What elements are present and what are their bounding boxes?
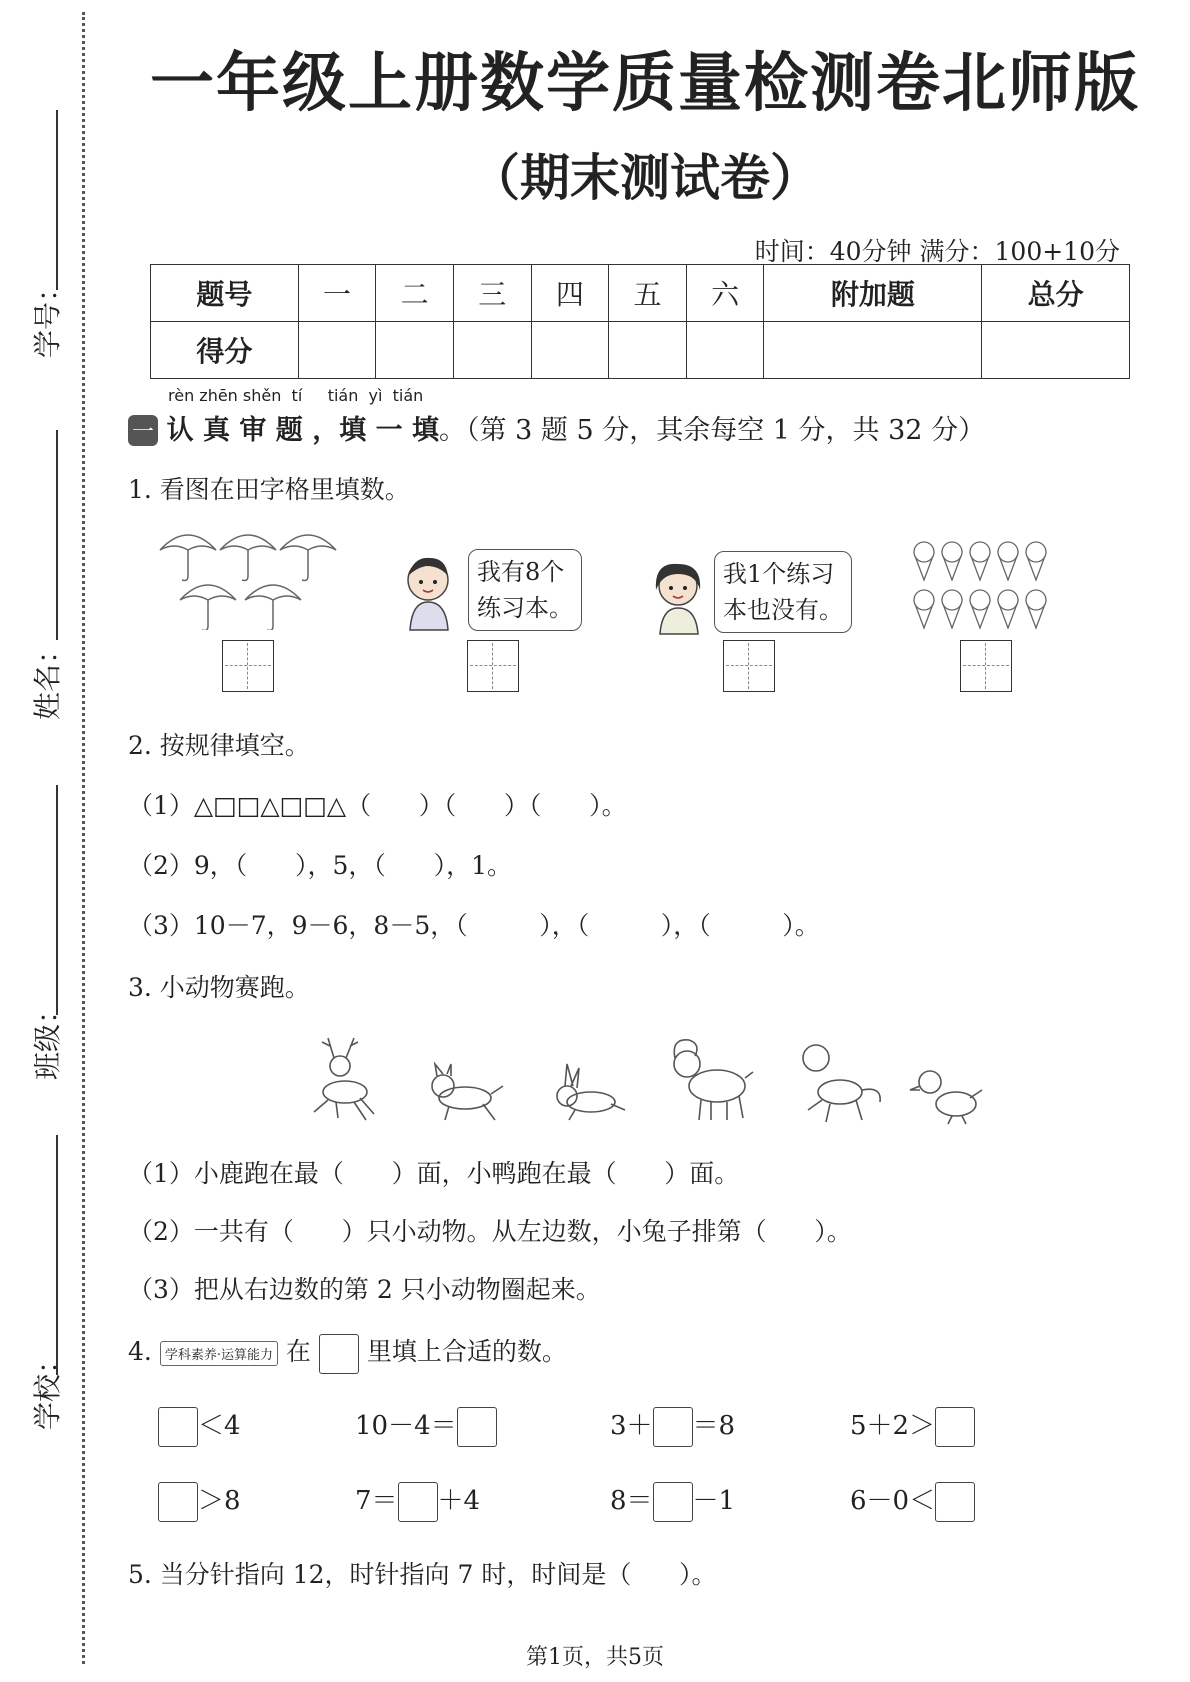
q4-item xyxy=(850,1405,975,1447)
q4-item xyxy=(610,1405,735,1447)
score-value-row xyxy=(151,322,1130,379)
section-pinyin: rèn zhēn shěn tí tián yì tián xyxy=(168,386,424,405)
animal-race-row xyxy=(300,1030,1020,1130)
answer-box[interactable] xyxy=(398,1482,438,1522)
q4-item-pre: 6－0＜ xyxy=(850,1486,936,1516)
score-header-cell: 四 xyxy=(531,265,609,322)
q4-number: 4. xyxy=(128,1337,152,1366)
q4-item xyxy=(158,1480,241,1522)
answer-box[interactable] xyxy=(158,1407,198,1447)
q5-text: 5. 当分针指向 12，时针指向 7 时，时间是（ ）。 xyxy=(128,1560,717,1589)
q4-item-post: ＋4 xyxy=(437,1486,481,1516)
score-cell[interactable] xyxy=(764,322,982,379)
dog-icon xyxy=(432,1064,503,1120)
answer-box[interactable] xyxy=(935,1407,975,1447)
q3-line3: （3）把从右边数的第 2 只小动物圈起来。 xyxy=(128,1275,601,1304)
score-header-cell: 二 xyxy=(376,265,454,322)
bubble-girl-line: 我1个练习 xyxy=(723,560,835,588)
banji-blank[interactable] xyxy=(56,785,58,1015)
score-header-cell: 总分 xyxy=(982,265,1130,322)
tian-box-icecream[interactable] xyxy=(960,640,1012,692)
q4-item xyxy=(355,1405,497,1447)
xuehao-label: 学号： xyxy=(31,273,64,358)
q4-item xyxy=(610,1480,735,1522)
score-cell[interactable] xyxy=(609,322,687,379)
tian-box-boy[interactable] xyxy=(467,640,519,692)
tian-box-girl[interactable] xyxy=(723,640,775,692)
q2-text: 2. 按规律填空。 xyxy=(128,731,310,760)
page-title: 一年级上册数学质量检测卷北师版 xyxy=(150,46,1140,121)
q4-item-pre: 5＋2＞ xyxy=(850,1411,936,1441)
q4-item-post: ＜4 xyxy=(198,1411,241,1441)
score-cell[interactable] xyxy=(686,322,764,379)
q2-line2: （2）9，（ ），5，（ ），1。 xyxy=(128,851,512,880)
q3-line2: （2）一共有（ ）只小动物。从左边数，小兔子排第（ ）。 xyxy=(128,1217,852,1246)
q4-item xyxy=(158,1405,241,1447)
q4-item-pre: 10－4＝ xyxy=(355,1411,457,1441)
score-cell[interactable] xyxy=(376,322,454,379)
score-row-label: 得分 xyxy=(151,322,299,379)
bubble-boy-line: 我有8个 xyxy=(477,558,565,586)
score-cell[interactable] xyxy=(982,322,1130,379)
duck-icon xyxy=(910,1071,982,1124)
xuehao-blank[interactable] xyxy=(56,110,58,290)
answer-box[interactable] xyxy=(653,1407,693,1447)
score-cell[interactable] xyxy=(531,322,609,379)
banji-label: 班级： xyxy=(31,995,64,1080)
umbrella-group-icon xyxy=(155,520,345,630)
q4-item-post: ＝8 xyxy=(692,1411,736,1441)
section-number: 一 xyxy=(128,415,158,446)
q4-text-before: 在 xyxy=(285,1337,311,1366)
score-header-cell: 题号 xyxy=(151,265,299,322)
bubble-girl xyxy=(714,551,852,633)
score-table xyxy=(150,264,1130,379)
answer-box[interactable] xyxy=(935,1482,975,1522)
score-header-row xyxy=(151,265,1130,322)
sheep-icon xyxy=(674,1040,753,1120)
score-cell[interactable] xyxy=(453,322,531,379)
score-cell[interactable] xyxy=(298,322,376,379)
answer-box[interactable] xyxy=(653,1482,693,1522)
q4-item-post: －1 xyxy=(692,1486,736,1516)
section-heading xyxy=(128,408,985,447)
xuexiao-blank[interactable] xyxy=(56,1135,58,1375)
page-subtitle: （期末测试卷） xyxy=(470,148,820,207)
q4-item-post: ＞8 xyxy=(198,1486,241,1516)
q4-item xyxy=(850,1480,975,1522)
q3-text: 3. 小动物赛跑。 xyxy=(128,973,310,1002)
q4-badge: 学科素养·运算能力 xyxy=(160,1341,278,1366)
score-header-cell: 附加题 xyxy=(764,265,982,322)
xingming-label: 姓名： xyxy=(31,635,64,720)
bubble-boy xyxy=(468,549,582,631)
monkey-icon xyxy=(803,1045,880,1122)
score-header-cell: 一 xyxy=(298,265,376,322)
score-header-cell: 三 xyxy=(453,265,531,322)
score-header-cell: 五 xyxy=(609,265,687,322)
binding-dotted-line xyxy=(82,12,85,1664)
bubble-boy-line: 练习本。 xyxy=(477,594,573,622)
q4-text-after: 里填上合适的数。 xyxy=(366,1337,567,1366)
section-title: 认 真 审 题 ，填 一 填 xyxy=(166,415,440,446)
score-header-cell: 六 xyxy=(686,265,764,322)
rabbit-icon xyxy=(557,1064,625,1120)
xuexiao-label: 学校： xyxy=(31,1345,64,1430)
q4-example-box xyxy=(319,1334,359,1374)
q4-heading xyxy=(128,1332,567,1374)
xingming-blank[interactable] xyxy=(56,430,58,640)
deer-icon xyxy=(314,1038,374,1120)
girl-icon xyxy=(644,556,714,636)
q4-item-pre: 7＝ xyxy=(355,1486,398,1516)
q2-line3: （3）10－7，9－6，8－5，（ ），（ ），（ ）。 xyxy=(128,911,820,940)
page-footer: 第1页，共5页 xyxy=(526,1645,664,1670)
q2-line1: （1）△□□△□□△（ ）（ ）（ ）。 xyxy=(128,791,627,820)
time-info: 时间：40分钟 满分：100+10分 xyxy=(754,237,1120,266)
boy-icon xyxy=(396,552,466,632)
tian-box-umbrella[interactable] xyxy=(222,640,274,692)
q1-text: 1. 看图在田字格里填数。 xyxy=(128,475,410,504)
answer-box[interactable] xyxy=(457,1407,497,1447)
q3-line1: （1）小鹿跑在最（ ）面，小鸭跑在最（ ）面。 xyxy=(128,1159,740,1188)
q4-item xyxy=(355,1480,480,1522)
section-score-note: 。（第 3 题 5 分，其余每空 1 分，共 32 分） xyxy=(439,415,986,446)
ice-cream-group-icon xyxy=(910,540,1060,636)
answer-box[interactable] xyxy=(158,1482,198,1522)
q4-item-pre: 3＋ xyxy=(610,1411,653,1441)
bubble-girl-line: 本也没有。 xyxy=(723,596,843,624)
q4-item-pre: 8＝ xyxy=(610,1486,653,1516)
